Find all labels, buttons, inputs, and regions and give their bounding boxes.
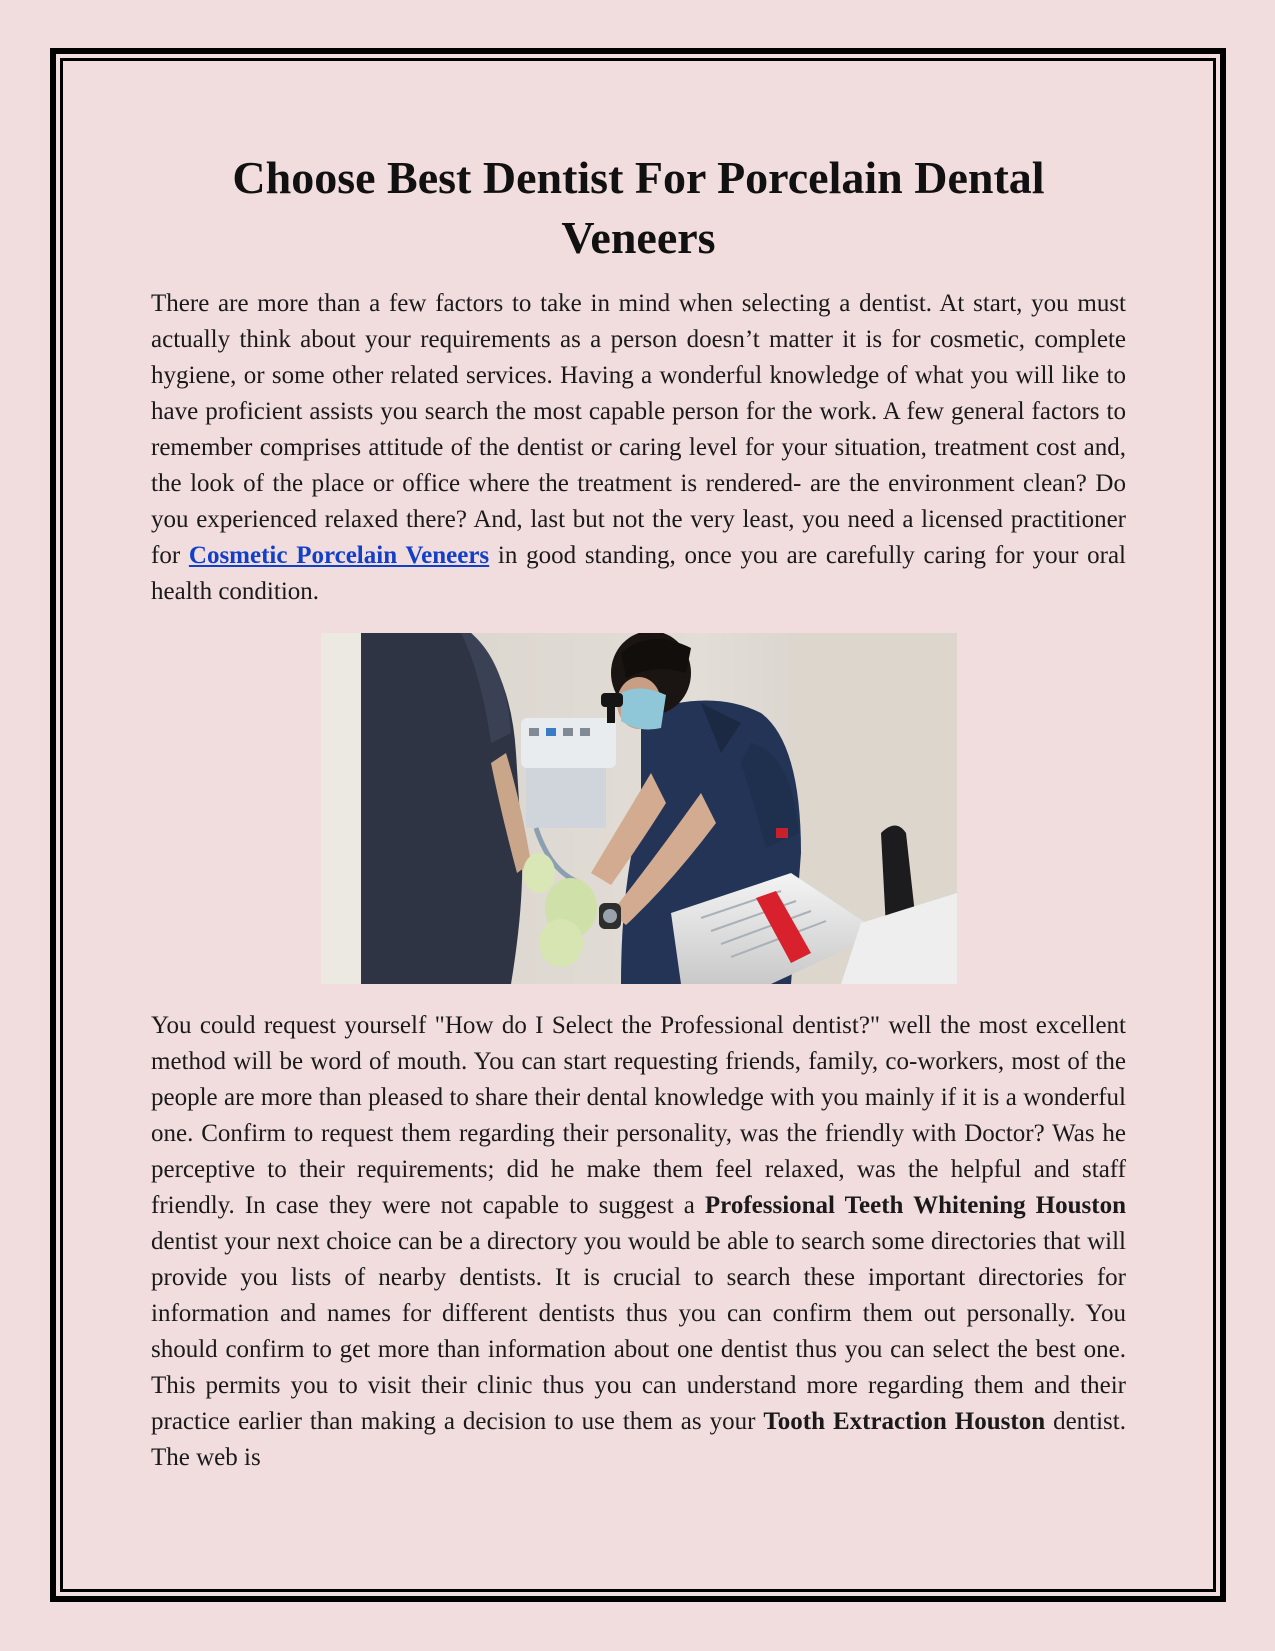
- photo-container: [151, 633, 1126, 984]
- dentist-at-work-photo: [321, 633, 957, 984]
- article: [151, 148, 1126, 1476]
- intro-paragraph: [151, 286, 1126, 610]
- body-text-3: dentist. The web is: [151, 1408, 1126, 1471]
- intro-text-start: There are more than a few factors to take in mind when selecting a dentist. At start, you must actually think about your requirements as a person doesn’t matter it is for cosmetic, complete hygiene, or some other related services. Having a wonderful knowledge of what you will like to have proficient assists you search the most capable person for the work. A few general factors to remember comprises attitude of the dentist or caring level for your situation, treatment cost and, the look of the place or office where the treatment is rendered- are the environment clean? Do you experienced relaxed there? And, last but not the very least, you need a licensed practitioner for: [151, 290, 1126, 569]
- body-text-1: You could request yourself "How do I Select the Professional dentist?" well the most excellent method will be word of mouth. You can start requesting friends, family, co-workers, most of the people are more than pleased to share their dental knowledge with you mainly if it is a wonderful one. Confirm to request them regarding their personality, was the friendly with Doctor? Was he perceptive to their requirements; did he make them feel relaxed, was the helpful and staff friendly. In case they were not capable to suggest a: [151, 1012, 1126, 1219]
- page-title: Choose Best Dentist For Porcelain Dental Veneers: [232, 152, 1045, 263]
- tooth-extraction-keyword: Tooth Extraction Houston: [763, 1408, 1046, 1435]
- body-paragraph: [151, 1008, 1126, 1476]
- intro-text-end: in good standing, once you are carefully caring for your oral health condition.: [151, 542, 1126, 605]
- teeth-whitening-keyword: Professional Teeth Whitening Houston: [704, 1192, 1126, 1219]
- cosmetic-porcelain-veneers-link[interactable]: Cosmetic Porcelain Veneers: [188, 542, 490, 569]
- body-text-2: dentist your next choice can be a directory you would be able to search some directories that will provide you lists of nearby dentists. It is crucial to search these important directories for information and names for different dentists thus you can confirm them out personally. You should confirm to get more than information about one dentist thus you can select the best one. This permits you to visit their clinic thus you can understand more regarding them and their practice earlier than making a decision to use them as your: [151, 1228, 1126, 1435]
